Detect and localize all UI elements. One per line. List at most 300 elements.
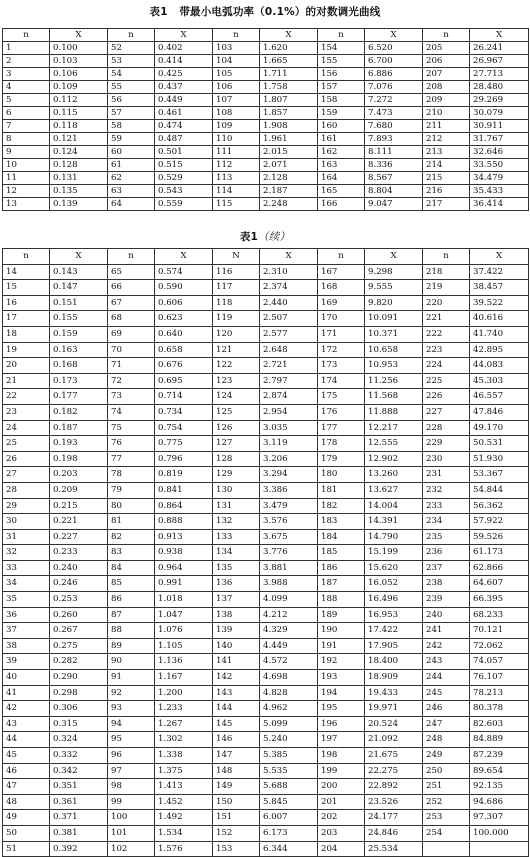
n-cell: 138 bbox=[213, 607, 260, 623]
x-cell: 84.889 bbox=[470, 732, 529, 748]
n-cell: 3 bbox=[3, 68, 50, 81]
n-cell: 238 bbox=[423, 576, 470, 592]
n-cell: 38 bbox=[3, 638, 50, 654]
x-cell: 16.953 bbox=[365, 607, 423, 623]
n-cell: 100 bbox=[108, 810, 155, 826]
n-cell: 69 bbox=[108, 326, 155, 342]
n-cell: 145 bbox=[213, 716, 260, 732]
n-cell: 170 bbox=[318, 311, 365, 327]
x-cell: 23.526 bbox=[365, 794, 423, 810]
n-cell: 37 bbox=[3, 623, 50, 639]
x-cell: 30.911 bbox=[470, 120, 529, 133]
n-cell: 167 bbox=[318, 264, 365, 280]
x-cell: 0.182 bbox=[50, 404, 108, 420]
n-cell: 235 bbox=[423, 529, 470, 545]
x-cell: 0.623 bbox=[155, 311, 213, 327]
x-cell: 0.115 bbox=[50, 107, 108, 120]
table-row bbox=[3, 94, 529, 107]
x-cell: 0.143 bbox=[50, 264, 108, 280]
n-cell: 104 bbox=[213, 55, 260, 68]
n-cell: 90 bbox=[108, 654, 155, 670]
x-cell: 0.714 bbox=[155, 389, 213, 405]
n-cell: 139 bbox=[213, 623, 260, 639]
n-cell: 226 bbox=[423, 389, 470, 405]
n-cell: 204 bbox=[318, 841, 365, 857]
x-cell: 17.905 bbox=[365, 638, 423, 654]
n-cell: 8 bbox=[3, 133, 50, 146]
n-cell: 43 bbox=[3, 716, 50, 732]
n-cell: 29 bbox=[3, 498, 50, 514]
n-cell: 165 bbox=[318, 185, 365, 198]
n-cell: 58 bbox=[108, 120, 155, 133]
n-cell: 133 bbox=[213, 529, 260, 545]
x-cell: 35.433 bbox=[470, 185, 529, 198]
n-cell: 36 bbox=[3, 607, 50, 623]
n-cell: 212 bbox=[423, 133, 470, 146]
n-cell: 125 bbox=[213, 404, 260, 420]
x-cell: 0.529 bbox=[155, 172, 213, 185]
x-cell bbox=[470, 841, 529, 857]
n-cell: 185 bbox=[318, 545, 365, 561]
n-cell: 46 bbox=[3, 763, 50, 779]
n-cell: 134 bbox=[213, 545, 260, 561]
x-cell: 0.371 bbox=[50, 810, 108, 826]
x-cell: 57.922 bbox=[470, 514, 529, 530]
table-row bbox=[3, 779, 529, 795]
n-cell: 50 bbox=[3, 825, 50, 841]
n-cell: 224 bbox=[423, 358, 470, 374]
x-cell: 0.841 bbox=[155, 482, 213, 498]
n-cell: 195 bbox=[318, 701, 365, 717]
n-cell: 66 bbox=[108, 280, 155, 296]
x-cell: 0.240 bbox=[50, 560, 108, 576]
n-cell: 86 bbox=[108, 592, 155, 608]
n-cell: 22 bbox=[3, 389, 50, 405]
table-row bbox=[3, 825, 529, 841]
x-cell: 0.260 bbox=[50, 607, 108, 623]
n-cell: 187 bbox=[318, 576, 365, 592]
n-cell: 151 bbox=[213, 810, 260, 826]
x-cell: 0.775 bbox=[155, 436, 213, 452]
x-cell: 1.908 bbox=[260, 120, 318, 133]
n-cell: 193 bbox=[318, 670, 365, 686]
x-cell: 0.159 bbox=[50, 326, 108, 342]
table-row bbox=[3, 716, 529, 732]
n-cell: 205 bbox=[423, 42, 470, 55]
x-cell: 3.776 bbox=[260, 545, 318, 561]
x-cell: 41.740 bbox=[470, 326, 529, 342]
n-cell: 233 bbox=[423, 498, 470, 514]
header-cell: X bbox=[260, 29, 318, 42]
x-cell: 18.909 bbox=[365, 670, 423, 686]
n-cell: 190 bbox=[318, 623, 365, 639]
n-cell: 103 bbox=[213, 42, 260, 55]
n-cell: 162 bbox=[318, 146, 365, 159]
x-cell: 0.131 bbox=[50, 172, 108, 185]
n-cell: 206 bbox=[423, 55, 470, 68]
n-cell: 28 bbox=[3, 482, 50, 498]
n-cell: 254 bbox=[423, 825, 470, 841]
x-cell: 0.267 bbox=[50, 623, 108, 639]
n-cell: 222 bbox=[423, 326, 470, 342]
x-cell: 25.534 bbox=[365, 841, 423, 857]
n-cell bbox=[423, 841, 470, 857]
x-cell: 9.047 bbox=[365, 198, 423, 211]
n-cell: 91 bbox=[108, 670, 155, 686]
n-cell: 65 bbox=[108, 264, 155, 280]
n-cell: 33 bbox=[3, 560, 50, 576]
n-cell: 213 bbox=[423, 146, 470, 159]
x-cell: 0.128 bbox=[50, 159, 108, 172]
x-cell: 0.221 bbox=[50, 514, 108, 530]
table-row bbox=[3, 560, 529, 576]
n-cell: 53 bbox=[108, 55, 155, 68]
x-cell: 1.267 bbox=[155, 716, 213, 732]
n-cell: 80 bbox=[108, 498, 155, 514]
x-cell: 0.253 bbox=[50, 592, 108, 608]
x-cell: 2.797 bbox=[260, 373, 318, 389]
x-cell: 9.298 bbox=[365, 264, 423, 280]
table-row bbox=[3, 358, 529, 374]
n-cell: 253 bbox=[423, 810, 470, 826]
x-cell: 0.233 bbox=[50, 545, 108, 561]
x-cell: 70.121 bbox=[470, 623, 529, 639]
n-cell: 19 bbox=[3, 342, 50, 358]
n-cell: 171 bbox=[318, 326, 365, 342]
x-cell: 0.606 bbox=[155, 295, 213, 311]
n-cell: 2 bbox=[3, 55, 50, 68]
x-cell: 12.902 bbox=[365, 451, 423, 467]
x-cell: 0.121 bbox=[50, 133, 108, 146]
x-cell: 66.395 bbox=[470, 592, 529, 608]
x-cell: 97.307 bbox=[470, 810, 529, 826]
n-cell: 110 bbox=[213, 133, 260, 146]
x-cell: 7.076 bbox=[365, 81, 423, 94]
x-cell: 1.665 bbox=[260, 55, 318, 68]
n-cell: 122 bbox=[213, 358, 260, 374]
x-cell: 11.568 bbox=[365, 389, 423, 405]
x-cell: 0.991 bbox=[155, 576, 213, 592]
n-cell: 48 bbox=[3, 794, 50, 810]
table-row bbox=[3, 159, 529, 172]
x-cell: 9.555 bbox=[365, 280, 423, 296]
n-cell: 81 bbox=[108, 514, 155, 530]
n-cell: 152 bbox=[213, 825, 260, 841]
x-cell: 0.392 bbox=[50, 841, 108, 857]
n-cell: 121 bbox=[213, 342, 260, 358]
x-cell: 47.846 bbox=[470, 404, 529, 420]
n-cell: 97 bbox=[108, 763, 155, 779]
n-cell: 123 bbox=[213, 373, 260, 389]
x-cell: 94.686 bbox=[470, 794, 529, 810]
x-cell: 0.215 bbox=[50, 498, 108, 514]
table-row bbox=[3, 685, 529, 701]
x-cell: 2.015 bbox=[260, 146, 318, 159]
x-cell: 8.567 bbox=[365, 172, 423, 185]
n-cell: 215 bbox=[423, 172, 470, 185]
x-cell: 1.452 bbox=[155, 794, 213, 810]
x-cell: 28.480 bbox=[470, 81, 529, 94]
n-cell: 131 bbox=[213, 498, 260, 514]
x-cell: 9.820 bbox=[365, 295, 423, 311]
n-cell: 180 bbox=[318, 467, 365, 483]
n-cell: 199 bbox=[318, 763, 365, 779]
n-cell: 70 bbox=[108, 342, 155, 358]
n-cell: 168 bbox=[318, 280, 365, 296]
table-continued-mark: （续） bbox=[258, 231, 291, 243]
n-cell: 169 bbox=[318, 295, 365, 311]
n-cell: 35 bbox=[3, 592, 50, 608]
n-cell: 11 bbox=[3, 172, 50, 185]
n-cell: 32 bbox=[3, 545, 50, 561]
table-row bbox=[3, 185, 529, 198]
x-cell: 11.888 bbox=[365, 404, 423, 420]
x-cell: 3.576 bbox=[260, 514, 318, 530]
x-cell: 8.804 bbox=[365, 185, 423, 198]
x-cell: 33.550 bbox=[470, 159, 529, 172]
table-row bbox=[3, 81, 529, 94]
n-cell: 41 bbox=[3, 685, 50, 701]
x-cell: 0.796 bbox=[155, 451, 213, 467]
x-cell: 0.246 bbox=[50, 576, 108, 592]
x-cell: 2.954 bbox=[260, 404, 318, 420]
n-cell: 203 bbox=[318, 825, 365, 841]
n-cell: 141 bbox=[213, 654, 260, 670]
n-cell: 166 bbox=[318, 198, 365, 211]
x-cell: 6.344 bbox=[260, 841, 318, 857]
n-cell: 101 bbox=[108, 825, 155, 841]
n-cell: 174 bbox=[318, 373, 365, 389]
n-cell: 211 bbox=[423, 120, 470, 133]
n-cell: 202 bbox=[318, 810, 365, 826]
n-cell: 23 bbox=[3, 404, 50, 420]
x-cell: 2.310 bbox=[260, 264, 318, 280]
table-row bbox=[3, 420, 529, 436]
table-row bbox=[3, 467, 529, 483]
n-cell: 173 bbox=[318, 358, 365, 374]
table-row bbox=[3, 326, 529, 342]
table-row bbox=[3, 436, 529, 452]
table-row bbox=[3, 810, 529, 826]
x-cell: 0.139 bbox=[50, 198, 108, 211]
x-cell: 24.846 bbox=[365, 825, 423, 841]
n-cell: 175 bbox=[318, 389, 365, 405]
header-cell: n bbox=[3, 249, 50, 265]
x-cell: 0.198 bbox=[50, 451, 108, 467]
n-cell: 49 bbox=[3, 810, 50, 826]
n-cell: 163 bbox=[318, 159, 365, 172]
n-cell: 77 bbox=[108, 451, 155, 467]
x-cell: 3.988 bbox=[260, 576, 318, 592]
n-cell: 183 bbox=[318, 514, 365, 530]
x-cell: 3.035 bbox=[260, 420, 318, 436]
table-row bbox=[3, 529, 529, 545]
header-cell: n bbox=[3, 29, 50, 42]
x-cell: 0.574 bbox=[155, 264, 213, 280]
x-cell: 1.200 bbox=[155, 685, 213, 701]
x-cell: 10.953 bbox=[365, 358, 423, 374]
n-cell: 13 bbox=[3, 198, 50, 211]
n-cell: 243 bbox=[423, 654, 470, 670]
n-cell: 15 bbox=[3, 280, 50, 296]
n-cell: 157 bbox=[318, 81, 365, 94]
n-cell: 140 bbox=[213, 638, 260, 654]
x-cell: 0.177 bbox=[50, 389, 108, 405]
x-cell: 13.260 bbox=[365, 467, 423, 483]
header-cell: X bbox=[155, 249, 213, 265]
dimming-table-part1 bbox=[2, 28, 529, 211]
header-cell: X bbox=[50, 29, 108, 42]
n-cell: 109 bbox=[213, 120, 260, 133]
n-cell: 108 bbox=[213, 107, 260, 120]
x-cell: 0.864 bbox=[155, 498, 213, 514]
n-cell: 67 bbox=[108, 295, 155, 311]
x-cell: 10.658 bbox=[365, 342, 423, 358]
n-cell: 39 bbox=[3, 654, 50, 670]
x-cell: 19.433 bbox=[365, 685, 423, 701]
n-cell: 242 bbox=[423, 638, 470, 654]
table-row bbox=[3, 670, 529, 686]
x-cell: 0.449 bbox=[155, 94, 213, 107]
n-cell: 210 bbox=[423, 107, 470, 120]
x-cell: 72.062 bbox=[470, 638, 529, 654]
x-cell: 1.375 bbox=[155, 763, 213, 779]
x-cell: 0.964 bbox=[155, 560, 213, 576]
header-cell: n bbox=[423, 29, 470, 42]
table-continued-title bbox=[0, 229, 530, 244]
n-cell: 232 bbox=[423, 482, 470, 498]
table-row bbox=[3, 607, 529, 623]
x-cell: 30.079 bbox=[470, 107, 529, 120]
n-cell: 72 bbox=[108, 373, 155, 389]
table-row bbox=[3, 172, 529, 185]
x-cell: 22.892 bbox=[365, 779, 423, 795]
x-cell: 2.187 bbox=[260, 185, 318, 198]
n-cell: 118 bbox=[213, 295, 260, 311]
x-cell: 21.092 bbox=[365, 732, 423, 748]
n-cell: 218 bbox=[423, 264, 470, 280]
x-cell: 100.000 bbox=[470, 825, 529, 841]
x-cell: 0.109 bbox=[50, 81, 108, 94]
n-cell: 172 bbox=[318, 342, 365, 358]
n-cell: 179 bbox=[318, 451, 365, 467]
table-row bbox=[3, 280, 529, 296]
header-cell: X bbox=[365, 29, 423, 42]
x-cell: 0.100 bbox=[50, 42, 108, 55]
x-cell: 3.386 bbox=[260, 482, 318, 498]
n-cell: 135 bbox=[213, 560, 260, 576]
x-cell: 0.173 bbox=[50, 373, 108, 389]
x-cell: 24.177 bbox=[365, 810, 423, 826]
table-row bbox=[3, 133, 529, 146]
x-cell: 0.734 bbox=[155, 404, 213, 420]
n-cell: 96 bbox=[108, 748, 155, 764]
n-cell: 56 bbox=[108, 94, 155, 107]
n-cell: 120 bbox=[213, 326, 260, 342]
n-cell: 248 bbox=[423, 732, 470, 748]
n-cell: 229 bbox=[423, 436, 470, 452]
n-cell: 106 bbox=[213, 81, 260, 94]
x-cell: 2.577 bbox=[260, 326, 318, 342]
x-cell: 0.425 bbox=[155, 68, 213, 81]
x-cell: 1.338 bbox=[155, 748, 213, 764]
n-cell: 184 bbox=[318, 529, 365, 545]
n-cell: 25 bbox=[3, 436, 50, 452]
x-cell: 1.711 bbox=[260, 68, 318, 81]
n-cell: 105 bbox=[213, 68, 260, 81]
n-cell: 111 bbox=[213, 146, 260, 159]
n-cell: 55 bbox=[108, 81, 155, 94]
n-cell: 9 bbox=[3, 146, 50, 159]
n-cell: 61 bbox=[108, 159, 155, 172]
n-cell: 234 bbox=[423, 514, 470, 530]
x-cell: 0.103 bbox=[50, 55, 108, 68]
x-cell: 50.531 bbox=[470, 436, 529, 452]
n-cell: 99 bbox=[108, 794, 155, 810]
n-cell: 228 bbox=[423, 420, 470, 436]
x-cell: 78.213 bbox=[470, 685, 529, 701]
x-cell: 32.646 bbox=[470, 146, 529, 159]
x-cell: 39.522 bbox=[470, 295, 529, 311]
n-cell: 155 bbox=[318, 55, 365, 68]
n-cell: 45 bbox=[3, 748, 50, 764]
x-cell: 0.298 bbox=[50, 685, 108, 701]
n-cell: 207 bbox=[423, 68, 470, 81]
n-cell: 62 bbox=[108, 172, 155, 185]
x-cell: 14.004 bbox=[365, 498, 423, 514]
header-cell: X bbox=[470, 29, 529, 42]
x-cell: 2.648 bbox=[260, 342, 318, 358]
n-cell: 54 bbox=[108, 68, 155, 81]
n-cell: 221 bbox=[423, 311, 470, 327]
n-cell: 214 bbox=[423, 159, 470, 172]
n-cell: 164 bbox=[318, 172, 365, 185]
n-cell: 94 bbox=[108, 716, 155, 732]
x-cell: 5.240 bbox=[260, 732, 318, 748]
table-row bbox=[3, 794, 529, 810]
x-cell: 21.675 bbox=[365, 748, 423, 764]
n-cell: 26 bbox=[3, 451, 50, 467]
x-cell: 44.083 bbox=[470, 358, 529, 374]
x-cell: 42.895 bbox=[470, 342, 529, 358]
n-cell: 87 bbox=[108, 607, 155, 623]
n-cell: 136 bbox=[213, 576, 260, 592]
table-row bbox=[3, 623, 529, 639]
x-cell: 0.282 bbox=[50, 654, 108, 670]
x-cell: 0.227 bbox=[50, 529, 108, 545]
x-cell: 8.336 bbox=[365, 159, 423, 172]
x-cell: 7.272 bbox=[365, 94, 423, 107]
x-cell: 89.654 bbox=[470, 763, 529, 779]
x-cell: 53.367 bbox=[470, 467, 529, 483]
header-cell: X bbox=[155, 29, 213, 42]
x-cell: 0.168 bbox=[50, 358, 108, 374]
x-cell: 0.913 bbox=[155, 529, 213, 545]
table-row bbox=[3, 295, 529, 311]
x-cell: 34.479 bbox=[470, 172, 529, 185]
n-cell: 127 bbox=[213, 436, 260, 452]
x-cell: 18.400 bbox=[365, 654, 423, 670]
n-cell: 146 bbox=[213, 732, 260, 748]
x-cell: 14.391 bbox=[365, 514, 423, 530]
header-cell: N bbox=[213, 249, 260, 265]
n-cell: 130 bbox=[213, 482, 260, 498]
n-cell: 186 bbox=[318, 560, 365, 576]
header-cell: n bbox=[318, 29, 365, 42]
n-cell: 236 bbox=[423, 545, 470, 561]
n-cell: 47 bbox=[3, 779, 50, 795]
n-cell: 156 bbox=[318, 68, 365, 81]
